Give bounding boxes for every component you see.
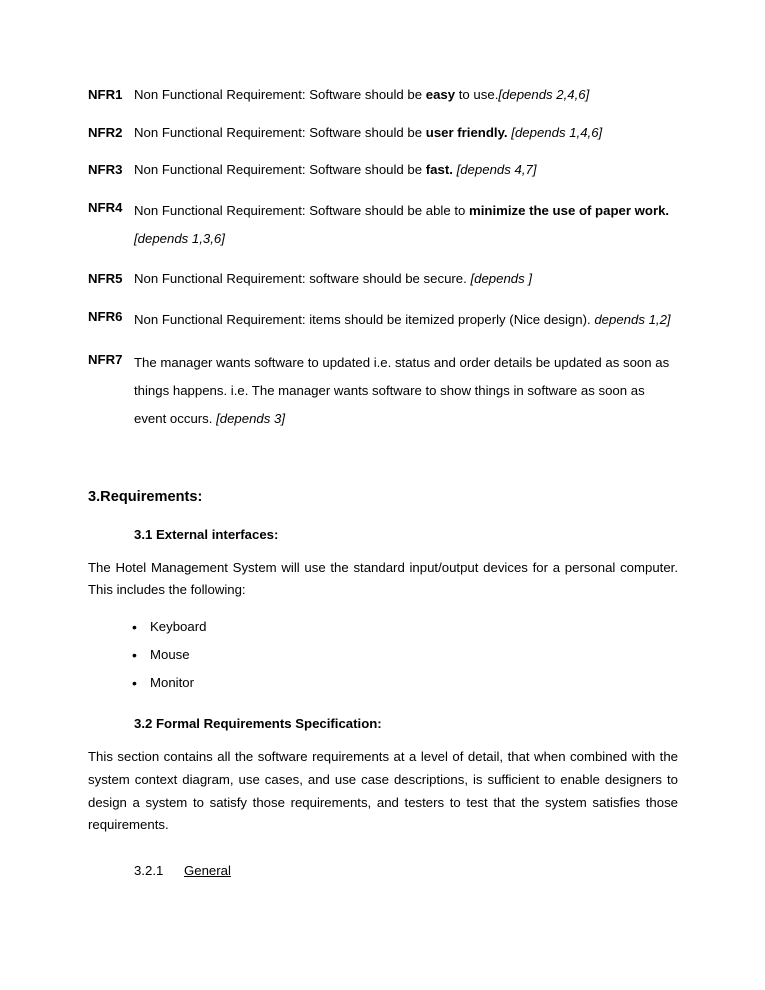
section-3-1-paragraph: The Hotel Management System will use the standard input/output devices for a personal computer. This includes the following: [88,559,678,598]
section-3-2-1 [134,863,678,878]
nfr-item [88,349,678,433]
list-item: • Keyboard [150,616,678,639]
nfr-text-depends: [depends ] [470,271,533,287]
nfr-text-before: The manager wants software to updated i.e. status and order details be updated as soon as things happens. i.e. The manager wants software to show things in software as soon as event occurs. [134,354,670,426]
section-3-2-paragraph: This section contains all the software requirements at a level of detail, that when combined with the system context diagram, use cases, and use case descriptions, is sufficient to enable designers to design a system to satisfy those requirements, and testers to test that the system satisfies those requirements. [88,749,678,833]
document-body [88,84,678,878]
nfr-text-bold: minimize the use of paper work. [469,203,670,219]
nfr-text [134,159,678,182]
nfr-text [134,122,678,145]
nfr-text-before: Non Functional Requirement: Software should be [134,124,426,140]
nfr-text-depends: depends 1,2] [594,311,671,327]
nfr-item [88,268,678,291]
nfr-tag: NFR1 [88,87,123,102]
nfr-text-bold: easy [425,87,456,102]
nfr-tag: NFR7 [88,351,123,367]
section-3 [88,489,678,505]
nfr-text-depends: [depends 1,3,6] [134,231,225,247]
nfr-text-depends: [depends 2,4,6] [498,87,590,102]
nfr-text-before: Non Functional Requirement: items should be itemized properly (Nice design). [134,311,595,327]
nfr-tag: NFR6 [88,308,123,324]
nfr-list [88,84,678,433]
nfr-text [134,84,678,107]
nfr-text [134,268,678,291]
nfr-item [88,122,678,145]
section-3-2-1-number: 3.2.1 [134,863,164,879]
nfr-text-before: Non Functional Requirement: Software should be [134,87,426,102]
nfr-text [134,197,678,253]
nfr-text [134,349,678,433]
list-item: • Mouse [150,644,678,667]
external-devices-list [88,616,678,694]
nfr-text-bold: fast. [425,162,453,178]
section-3-2-1-label: General [184,863,231,879]
section-3-title: 3.Requirements: [88,488,203,505]
nfr-item [88,84,678,107]
nfr-text-depends: [depends 3] [216,410,286,426]
nfr-text-bold: user friendly. [425,124,508,140]
nfr-tag: NFR4 [88,200,123,216]
nfr-text [134,306,678,334]
list-item: • Monitor [150,672,678,695]
nfr-item [88,197,678,253]
section-3-2-title: 3.2 Formal Requirements Specification: [134,716,382,732]
nfr-tag: NFR2 [88,124,123,140]
nfr-text-depends: [depends 1,4,6] [511,124,603,140]
nfr-text-depends: [depends 4,7] [456,162,537,178]
nfr-tag: NFR5 [88,271,123,287]
nfr-text-before: Non Functional Requirement: Software should be able to [134,203,470,219]
nfr-item [88,159,678,182]
nfr-item [88,306,678,334]
nfr-text-mid: to use. [455,87,499,102]
section-3-1-title: 3.1 External interfaces: [134,526,279,542]
nfr-text-before: Non Functional Requirement: software should be secure. [134,271,471,287]
nfr-tag: NFR3 [88,162,123,178]
nfr-text-before: Non Functional Requirement: Software should be [134,162,426,178]
